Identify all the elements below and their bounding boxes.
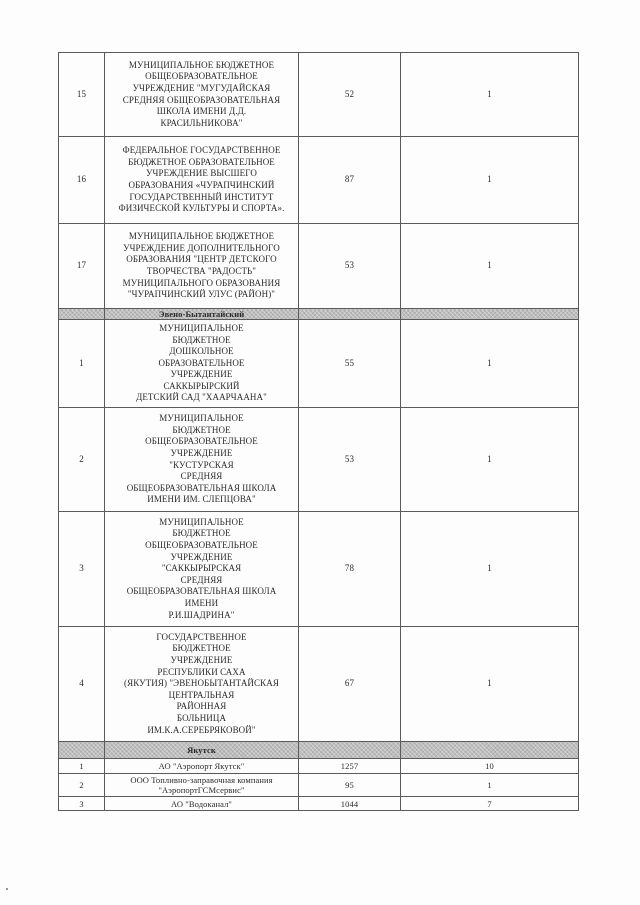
table-row xyxy=(59,137,579,224)
organization-name: МУНИЦИПАЛЬНОЕ БЮДЖЕТНОЕ ДОШКОЛЬНОЕ ОБРАЗОВАТЕЛЬНОЕ УЧРЕЖДЕНИЕ САККЫРЫРСКИЙ ДЕТСКИЙ САД "ХААРЧААНА" xyxy=(105,320,299,408)
quota-places: 1 xyxy=(401,53,579,137)
employee-count: 52 xyxy=(299,53,401,137)
employee-count: 55 xyxy=(299,320,401,408)
table-row xyxy=(59,320,579,408)
quota-places: 1 xyxy=(401,224,579,309)
row-number: 2 xyxy=(59,408,105,512)
quota-places: 1 xyxy=(401,512,579,627)
table-row xyxy=(59,224,579,309)
quota-places: 7 xyxy=(401,797,579,811)
employee-count: 53 xyxy=(299,224,401,309)
organization-name: ФЕДЕРАЛЬНОЕ ГОСУДАРСТВЕННОЕ БЮДЖЕТНОЕ ОБРАЗОВАТЕЛЬНОЕ УЧРЕЖДЕНИЕ ВЫСШЕГО ОБРАЗОВАНИЯ «ЧУРАПЧИНСКИЙ ГОСУДАРСТВЕННЫЙ ИНСТИТУТ ФИЗИЧЕСКОЙ КУЛЬТУРЫ И СПОРТА». xyxy=(105,137,299,224)
table-row xyxy=(59,408,579,512)
section-title: Якутск xyxy=(105,742,299,759)
employee-count: 1044 xyxy=(299,797,401,811)
section-header-row xyxy=(59,309,579,320)
row-number: 1 xyxy=(59,759,105,774)
quota-places: 10 xyxy=(401,759,579,774)
allocation-table xyxy=(58,52,579,811)
row-number: 4 xyxy=(59,627,105,742)
row-number: 16 xyxy=(59,137,105,224)
employee-count: 87 xyxy=(299,137,401,224)
organization-name: АО "Водоканал" xyxy=(105,797,299,811)
row-number: 17 xyxy=(59,224,105,309)
organization-name: МУНИЦИПАЛЬНОЕ БЮДЖЕТНОЕ ОБЩЕОБРАЗОВАТЕЛЬНОЕ УЧРЕЖДЕНИЕ "САККЫРЫРСКАЯ СРЕДНЯЯ ОБЩЕОБРАЗОВАТЕЛЬНАЯ ШКОЛА ИМЕНИ Р.И.ШАДРИНА" xyxy=(105,512,299,627)
section-title: Эвено-Бытантайский xyxy=(105,309,299,320)
scan-speck xyxy=(6,888,8,890)
row-number: 2 xyxy=(59,774,105,797)
table-row xyxy=(59,53,579,137)
employee-count: 78 xyxy=(299,512,401,627)
row-number: 3 xyxy=(59,797,105,811)
organization-name: ООО Топливно-заправочная компания "АэропортГСМсервис" xyxy=(105,774,299,797)
section-header-row xyxy=(59,742,579,759)
table-row xyxy=(59,512,579,627)
organization-name: МУНИЦИПАЛЬНОЕ БЮДЖЕТНОЕ ОБЩЕОБРАЗОВАТЕЛЬНОЕ УЧРЕЖДЕНИЕ "КУСТУРСКАЯ СРЕДНЯЯ ОБЩЕОБРАЗОВАТЕЛЬНАЯ ШКОЛА ИМЕНИ ИМ. СЛЕПЦОВА" xyxy=(105,408,299,512)
table-row xyxy=(59,759,579,774)
organization-name: МУНИЦИПАЛЬНОЕ БЮДЖЕТНОЕ УЧРЕЖДЕНИЕ ДОПОЛНИТЕЛЬНОГО ОБРАЗОВАНИЯ "ЦЕНТР ДЕТСКОГО ТВОРЧЕСТВА "РАДОСТЬ" МУНИЦИПАЛЬНОГО ОБРАЗОВАНИЯ "ЧУРАПЧИНСКИЙ УЛУС (РАЙОН)" xyxy=(105,224,299,309)
quota-places: 1 xyxy=(401,627,579,742)
table-row xyxy=(59,774,579,797)
row-number: 15 xyxy=(59,53,105,137)
quota-places: 1 xyxy=(401,137,579,224)
quota-places: 1 xyxy=(401,320,579,408)
employee-count: 1257 xyxy=(299,759,401,774)
employee-count: 67 xyxy=(299,627,401,742)
employee-count: 95 xyxy=(299,774,401,797)
row-number: 1 xyxy=(59,320,105,408)
quota-places: 1 xyxy=(401,408,579,512)
organization-name: АО "Аэропорт Якутск" xyxy=(105,759,299,774)
organization-name: МУНИЦИПАЛЬНОЕ БЮДЖЕТНОЕ ОБЩЕОБРАЗОВАТЕЛЬНОЕ УЧРЕЖДЕНИЕ "МУГУДАЙСКАЯ СРЕДНЯЯ ОБЩЕОБРАЗОВАТЕЛЬНАЯ ШКОЛА ИМЕНИ Д.Д. КРАСИЛЬНИКОВА" xyxy=(105,53,299,137)
employee-count: 53 xyxy=(299,408,401,512)
table-row xyxy=(59,627,579,742)
quota-places: 1 xyxy=(401,774,579,797)
organization-name: ГОСУДАРСТВЕННОЕ БЮДЖЕТНОЕ УЧРЕЖДЕНИЕ РЕСПУБЛИКИ САХА (ЯКУТИЯ) "ЭВЕНОБЫТАНТАЙСКАЯ ЦЕНТРАЛЬНАЯ РАЙОННАЯ БОЛЬНИЦА ИМ.К.А.СЕРЕБРЯКОВОЙ" xyxy=(105,627,299,742)
table-row xyxy=(59,797,579,811)
row-number: 3 xyxy=(59,512,105,627)
